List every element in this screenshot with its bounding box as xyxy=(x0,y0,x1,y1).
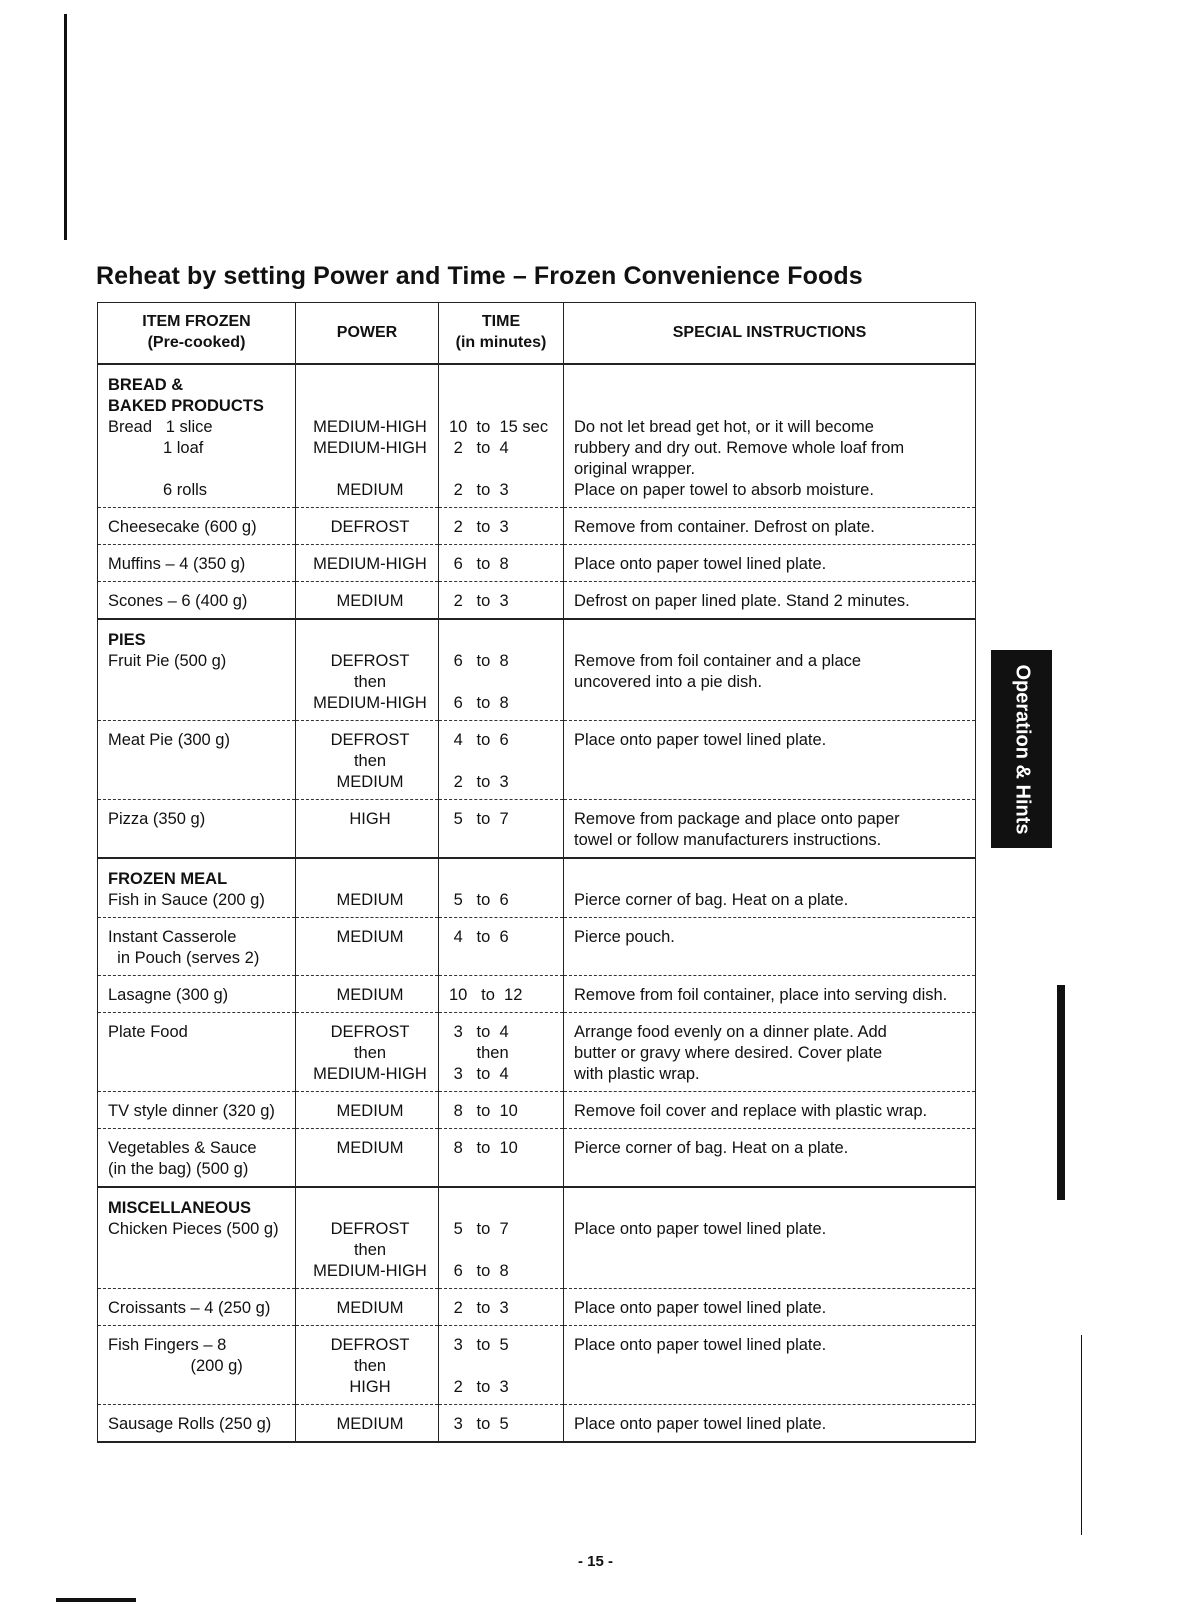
header-item: ITEM FROZEN (Pre-cooked) xyxy=(98,303,296,365)
time-cell xyxy=(439,1326,564,1405)
item-cell xyxy=(98,545,296,582)
time-cell xyxy=(439,1013,564,1092)
instructions-cell xyxy=(564,508,976,545)
power-value: HIGH xyxy=(349,1378,391,1396)
instructions-cell xyxy=(564,721,976,800)
instructions-text: Defrost on paper lined plate. Stand 2 minutes. xyxy=(574,592,910,610)
time-cell xyxy=(439,1129,564,1188)
table-row xyxy=(98,800,976,859)
table-header-row xyxy=(98,303,976,365)
power-value: MEDIUM xyxy=(336,773,404,791)
power-cell xyxy=(296,364,439,508)
power-cell xyxy=(296,1289,439,1326)
category-label: MISCELLANEOUS xyxy=(108,1199,252,1217)
power-cell xyxy=(296,545,439,582)
time-value: 5 to 7 xyxy=(449,810,509,828)
time-value xyxy=(449,672,559,693)
instructions-text: Place onto paper towel lined plate. xyxy=(574,1299,827,1317)
instructions-text: Pierce corner of bag. Heat on a plate. xyxy=(574,891,849,909)
instructions-cell xyxy=(564,1187,976,1289)
item-cell xyxy=(98,1187,296,1289)
reheat-table xyxy=(97,302,976,1443)
instructions-cell xyxy=(564,1405,976,1443)
time-value: 2 to 3 xyxy=(449,1299,509,1317)
time-value: 5 to 7 xyxy=(449,1220,509,1238)
instructions-text: Remove from package and place onto paper towel or follow manufacturers instructions. xyxy=(574,810,900,849)
item-cell xyxy=(98,1405,296,1443)
time-cell xyxy=(439,1289,564,1326)
item-name: Muffins – 4 (350 g) xyxy=(108,555,246,573)
item-cell xyxy=(98,858,296,918)
time-cell xyxy=(439,1092,564,1129)
time-value: 6 to 8 xyxy=(449,555,509,573)
instructions-text: Remove from foil container, place into serving dish. xyxy=(574,986,948,1004)
power-value: DEFROST xyxy=(330,518,410,536)
item-cell xyxy=(98,582,296,620)
time-value: 3 to 5 xyxy=(449,1415,509,1433)
table-row xyxy=(98,1129,976,1188)
time-value: 8 to 10 xyxy=(449,1102,518,1120)
time-cell xyxy=(439,858,564,918)
item-cell xyxy=(98,1092,296,1129)
time-cell xyxy=(439,619,564,721)
instructions-text: Place onto paper towel lined plate. xyxy=(574,731,827,749)
time-value: 2 to 3 xyxy=(449,1378,509,1396)
instructions-cell xyxy=(564,582,976,620)
instructions-cell xyxy=(564,800,976,859)
power-value: then xyxy=(353,1357,387,1375)
item-name: Croissants – 4 (250 g) xyxy=(108,1299,271,1317)
instructions-cell xyxy=(564,1013,976,1092)
category-label: PIES xyxy=(108,631,146,649)
item-name: Vegetables & Sauce xyxy=(108,1139,257,1157)
time-value: 3 to 4 xyxy=(449,1023,509,1041)
power-value: HIGH xyxy=(349,810,391,828)
item-cell xyxy=(98,800,296,859)
instructions-text: Pierce pouch. xyxy=(574,928,675,946)
time-value: 2 to 3 xyxy=(449,518,509,536)
item-cell xyxy=(98,721,296,800)
scan-mark-bottom-left xyxy=(56,1598,136,1602)
item-name: in Pouch (serves 2) xyxy=(108,949,260,967)
power-value xyxy=(306,459,434,480)
item-name: Fruit Pie (500 g) xyxy=(108,652,227,670)
time-value: 2 to 3 xyxy=(449,481,509,499)
power-value: then xyxy=(353,1241,387,1259)
time-value: 3 to 5 xyxy=(449,1336,509,1354)
item-name: (in the bag) (500 g) xyxy=(108,1160,249,1178)
power-value: DEFROST xyxy=(330,1336,410,1354)
side-tab-label: Operation & Hints xyxy=(1011,663,1034,835)
time-cell xyxy=(439,800,564,859)
table-body xyxy=(98,364,976,1442)
time-value: 8 to 10 xyxy=(449,1139,518,1157)
time-value: 6 to 8 xyxy=(449,652,509,670)
power-value: MEDIUM-HIGH xyxy=(313,1065,427,1083)
table-row xyxy=(98,1326,976,1405)
power-value: MEDIUM xyxy=(336,928,404,946)
power-value: then xyxy=(353,673,387,691)
table-row xyxy=(98,619,976,721)
power-cell xyxy=(296,800,439,859)
item-name xyxy=(108,459,291,480)
item-name: Bread 1 slice xyxy=(108,418,213,436)
item-cell xyxy=(98,619,296,721)
table-row xyxy=(98,1187,976,1289)
instructions-text: Arrange food evenly on a dinner plate. Add butter or gravy where desired. Cover plate with plastic wrap. xyxy=(574,1023,887,1083)
power-cell xyxy=(296,508,439,545)
page-number: - 15 - xyxy=(577,1553,613,1570)
power-value: MEDIUM xyxy=(336,986,404,1004)
power-cell xyxy=(296,1326,439,1405)
table-row xyxy=(98,1289,976,1326)
time-cell xyxy=(439,918,564,976)
instructions-text: Remove from foil container and a place uncovered into a pie dish. xyxy=(574,652,862,691)
table-row xyxy=(98,1092,976,1129)
time-value: 10 to 12 xyxy=(449,986,523,1004)
power-cell xyxy=(296,619,439,721)
item-cell xyxy=(98,508,296,545)
power-cell xyxy=(296,1129,439,1188)
item-cell xyxy=(98,364,296,508)
item-name: Meat Pie (300 g) xyxy=(108,731,230,749)
power-cell xyxy=(296,976,439,1013)
instructions-cell xyxy=(564,545,976,582)
power-cell xyxy=(296,1405,439,1443)
item-name: Chicken Pieces (500 g) xyxy=(108,1220,279,1238)
power-value: DEFROST xyxy=(330,652,410,670)
power-value: MEDIUM-HIGH xyxy=(313,439,427,457)
power-value: MEDIUM-HIGH xyxy=(313,418,427,436)
power-value: DEFROST xyxy=(330,1220,410,1238)
item-cell xyxy=(98,1326,296,1405)
power-cell xyxy=(296,1013,439,1092)
power-value: then xyxy=(353,1044,387,1062)
table-row xyxy=(98,1013,976,1092)
instructions-text: Place onto paper towel lined plate. xyxy=(574,555,827,573)
time-cell xyxy=(439,1405,564,1443)
table-row xyxy=(98,976,976,1013)
power-value: MEDIUM xyxy=(336,1102,404,1120)
time-value: 6 to 8 xyxy=(449,694,509,712)
item-name: Fish Fingers – 8 xyxy=(108,1336,227,1354)
power-cell xyxy=(296,918,439,976)
instructions-cell xyxy=(564,918,976,976)
item-name: Pizza (350 g) xyxy=(108,810,206,828)
time-value: 2 to 4 xyxy=(449,439,509,457)
item-name: TV style dinner (320 g) xyxy=(108,1102,275,1120)
header-time: TIME (in minutes) xyxy=(439,303,564,365)
power-value: MEDIUM-HIGH xyxy=(313,1262,427,1280)
item-name: Lasagne (300 g) xyxy=(108,986,229,1004)
item-name: (200 g) xyxy=(108,1357,243,1375)
time-value xyxy=(449,751,559,772)
time-value: 4 to 6 xyxy=(449,731,509,749)
time-value: 2 to 3 xyxy=(449,773,509,791)
time-cell xyxy=(439,976,564,1013)
table-row xyxy=(98,721,976,800)
time-cell xyxy=(439,508,564,545)
instructions-text: Place onto paper towel lined plate. xyxy=(574,1220,827,1238)
time-value xyxy=(449,459,559,480)
item-cell xyxy=(98,976,296,1013)
time-cell xyxy=(439,545,564,582)
power-value: MEDIUM xyxy=(336,1415,404,1433)
instructions-cell xyxy=(564,619,976,721)
instructions-cell xyxy=(564,1129,976,1188)
power-value: MEDIUM xyxy=(336,481,404,499)
item-name: Fish in Sauce (200 g) xyxy=(108,891,265,909)
item-name: Plate Food xyxy=(108,1023,188,1041)
power-cell xyxy=(296,858,439,918)
item-name: Scones – 6 (400 g) xyxy=(108,592,248,610)
power-value: DEFROST xyxy=(330,1023,410,1041)
instructions-cell xyxy=(564,364,976,508)
time-value: 4 to 6 xyxy=(449,928,509,946)
instructions-text: Do not let bread get hot, or it will become rubbery and dry out. Remove whole loaf from original wrapper. Place on paper towel to absorb moisture. xyxy=(574,418,905,499)
scan-mark-line-right xyxy=(1081,1335,1082,1535)
table-row xyxy=(98,545,976,582)
scan-mark-top-left xyxy=(64,14,67,240)
header-power: POWER xyxy=(296,303,439,365)
table-row xyxy=(98,508,976,545)
time-value: 10 to 15 sec xyxy=(449,418,549,436)
time-cell xyxy=(439,364,564,508)
instructions-text: Place onto paper towel lined plate. xyxy=(574,1336,827,1354)
instructions-text: Remove foil cover and replace with plastic wrap. xyxy=(574,1102,928,1120)
category-label: FROZEN MEAL xyxy=(108,870,228,888)
power-cell xyxy=(296,1187,439,1289)
table-row xyxy=(98,582,976,620)
power-value: then xyxy=(353,752,387,770)
time-value xyxy=(449,1240,559,1261)
instructions-cell xyxy=(564,1326,976,1405)
item-name: 1 loaf xyxy=(108,439,204,457)
time-cell xyxy=(439,1187,564,1289)
item-cell xyxy=(98,918,296,976)
power-cell xyxy=(296,721,439,800)
table-row xyxy=(98,1405,976,1443)
power-value: MEDIUM xyxy=(336,592,404,610)
item-name: 6 rolls xyxy=(108,481,208,499)
instructions-cell xyxy=(564,1092,976,1129)
instructions-text: Place onto paper towel lined plate. xyxy=(574,1415,827,1433)
time-value: 5 to 6 xyxy=(449,891,509,909)
power-value: MEDIUM xyxy=(336,1299,404,1317)
scan-mark-bar-right xyxy=(1057,985,1065,1200)
power-value: MEDIUM xyxy=(336,1139,404,1157)
side-tab xyxy=(991,650,1052,848)
power-value: MEDIUM xyxy=(336,891,404,909)
page-title: Reheat by setting Power and Time – Frozen Convenience Foods xyxy=(96,262,863,290)
time-value: 6 to 8 xyxy=(449,1262,509,1280)
instructions-cell xyxy=(564,858,976,918)
instructions-text: Remove from container. Defrost on plate. xyxy=(574,518,875,536)
table-row xyxy=(98,364,976,508)
power-cell xyxy=(296,1092,439,1129)
time-value xyxy=(449,1356,559,1377)
item-name: Instant Casserole xyxy=(108,928,237,946)
category-label: BREAD & BAKED PRODUCTS xyxy=(108,376,264,415)
time-value: 3 to 4 xyxy=(449,1065,509,1083)
item-name: Sausage Rolls (250 g) xyxy=(108,1415,272,1433)
item-cell xyxy=(98,1013,296,1092)
power-value: MEDIUM-HIGH xyxy=(313,694,427,712)
item-name: Cheesecake (600 g) xyxy=(108,518,257,536)
table-row xyxy=(98,918,976,976)
instructions-cell xyxy=(564,1289,976,1326)
item-cell xyxy=(98,1129,296,1188)
time-cell xyxy=(439,582,564,620)
table-row xyxy=(98,858,976,918)
instructions-text: Pierce corner of bag. Heat on a plate. xyxy=(574,1139,849,1157)
instructions-cell xyxy=(564,976,976,1013)
item-cell xyxy=(98,1289,296,1326)
power-cell xyxy=(296,582,439,620)
time-value: then xyxy=(449,1044,509,1062)
time-value: 2 to 3 xyxy=(449,592,509,610)
header-instructions: SPECIAL INSTRUCTIONS xyxy=(564,303,976,365)
time-cell xyxy=(439,721,564,800)
power-value: DEFROST xyxy=(330,731,410,749)
power-value: MEDIUM-HIGH xyxy=(313,555,427,573)
